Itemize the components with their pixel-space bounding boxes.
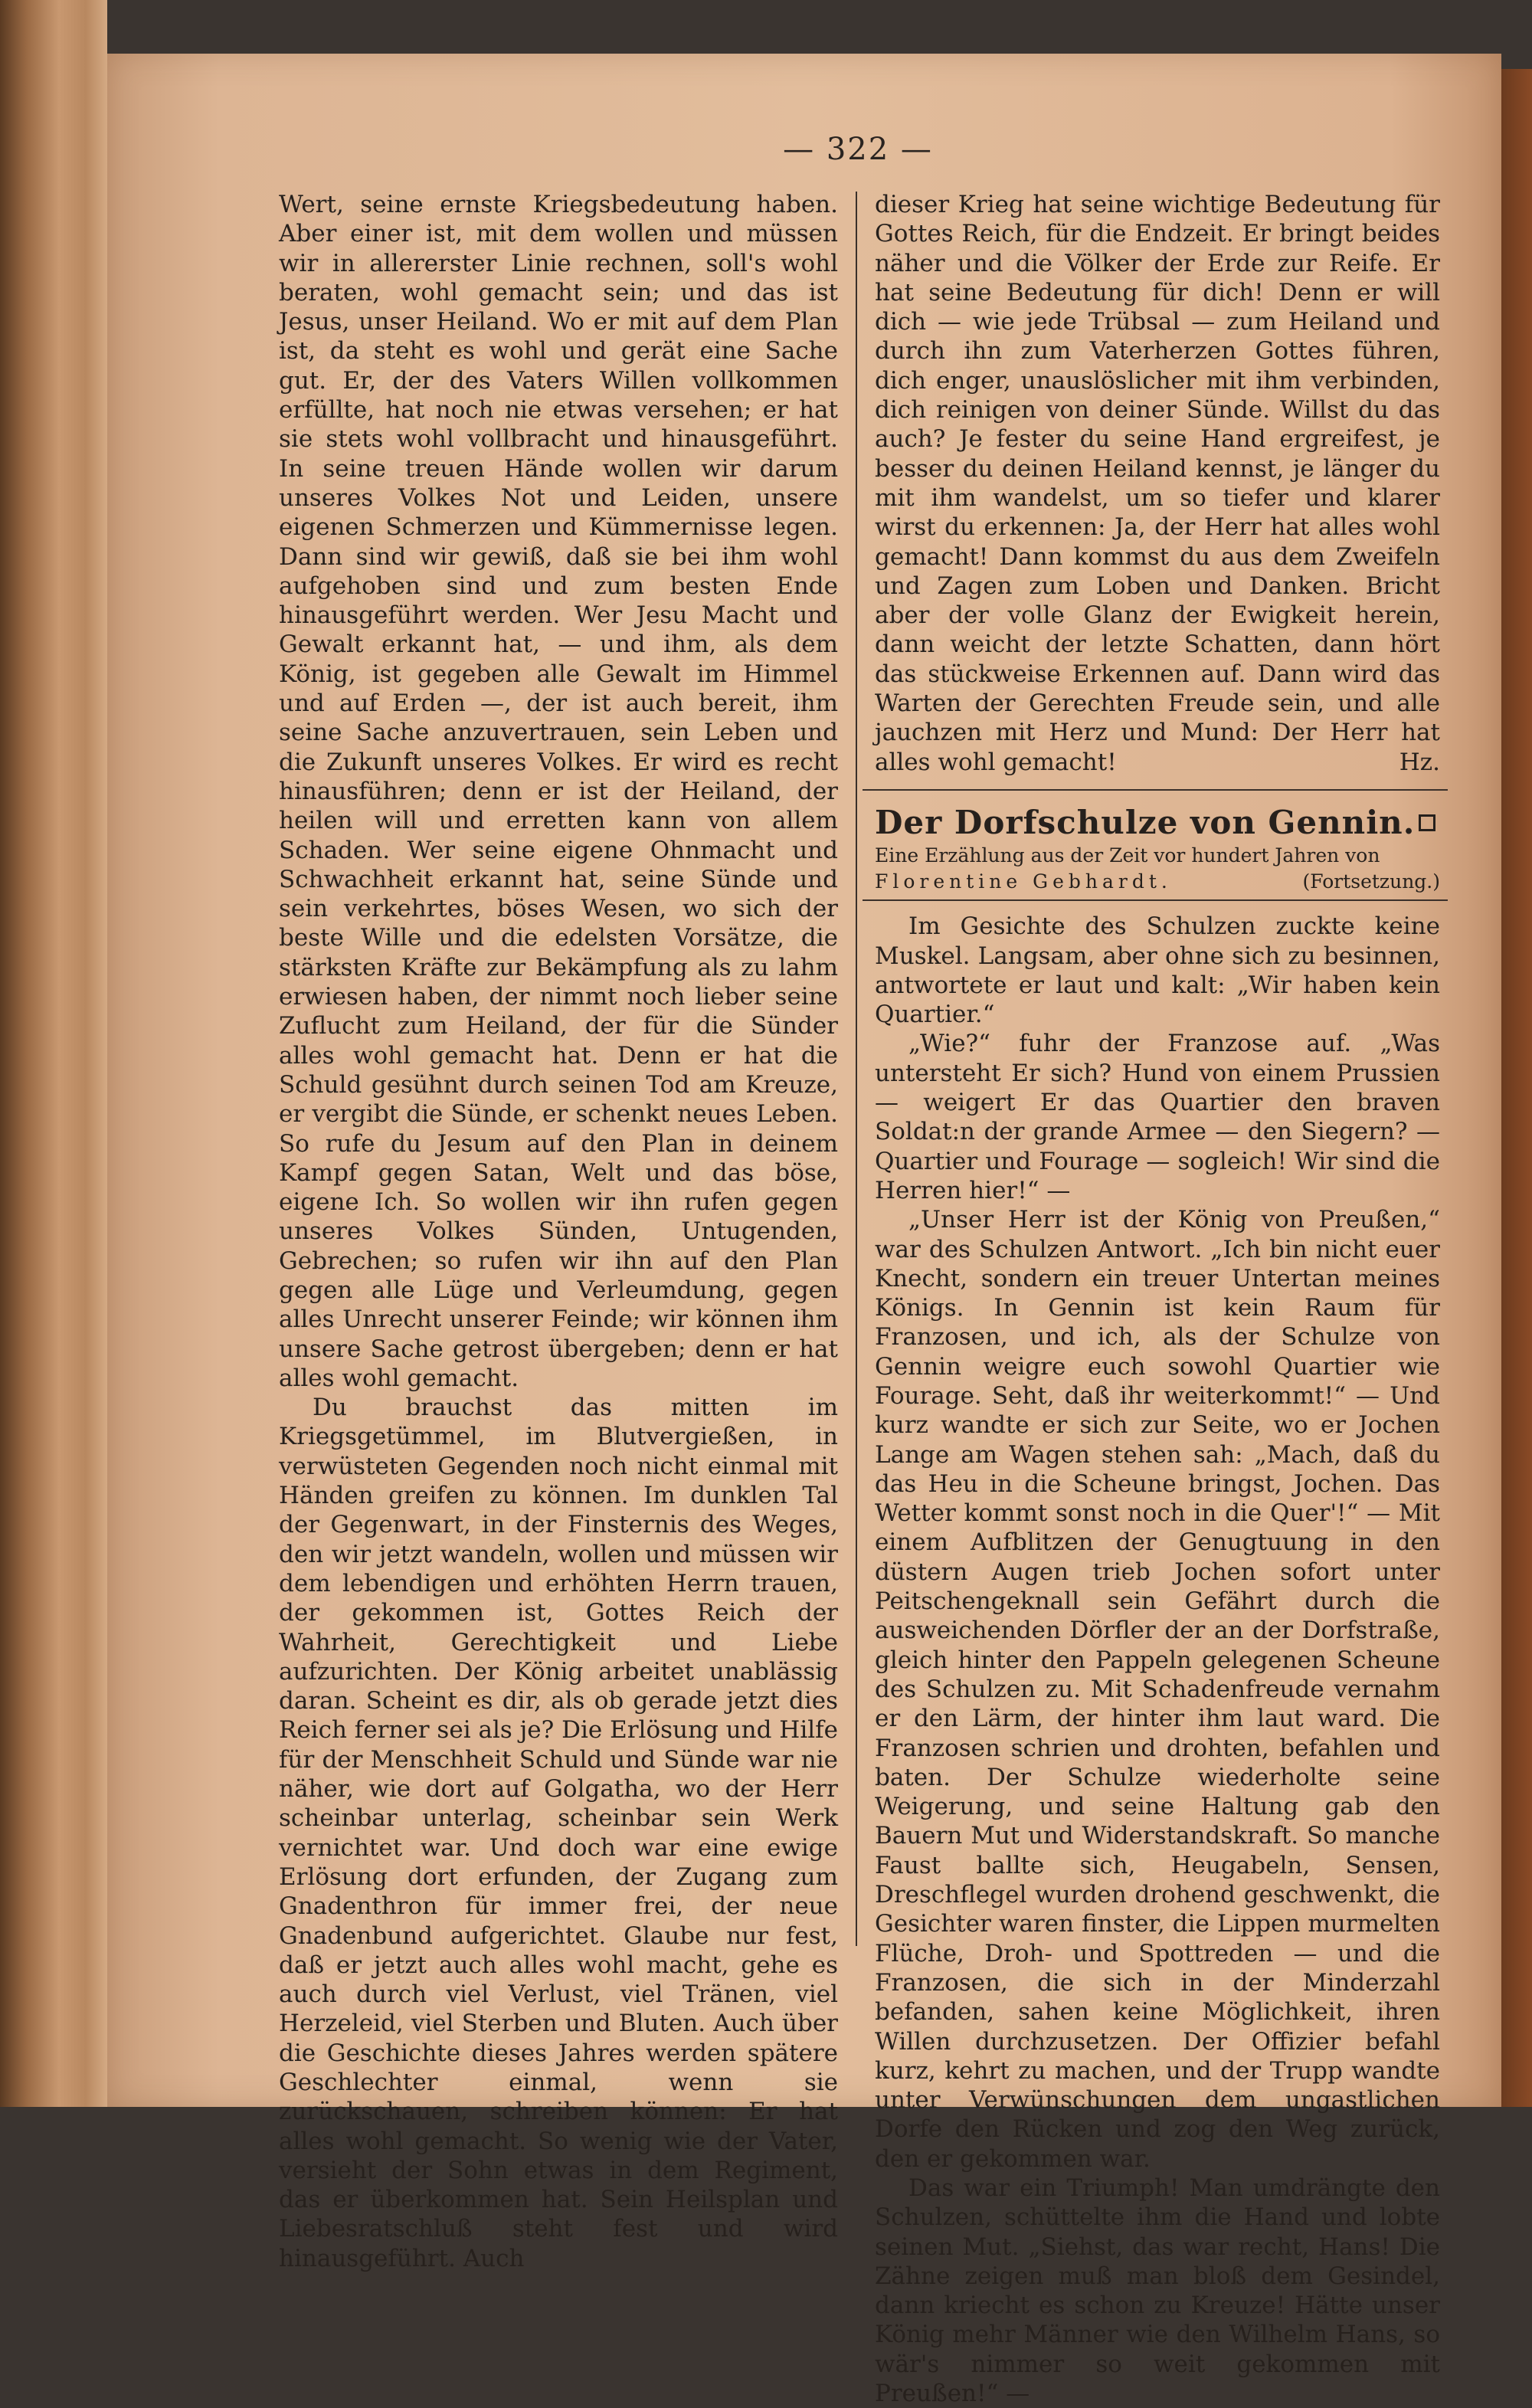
- story-author: Florentine Gebhardt.: [875, 870, 1172, 893]
- page-number: — 322 —: [783, 132, 933, 167]
- story-subtitle: Eine Erzählung aus der Zeit vor hundert Jahren von: [875, 844, 1380, 867]
- story-subtitle-row: [875, 843, 1440, 869]
- story-paragraph: Das war ein Triumph! Man umdrängte den Schulzen, schüttelte ihm die Hand und lobte seinen Mut. „Siehst, das war recht, Hans! Die Zähne zeigen muß man bloß dem Gesindel, dann kriecht es schon zu Kreuze! Hätte unser König mehr Männer wie den Wilhelm Hans, so wär's nimmer so weit gekommen mit Preußen!“ —: [875, 2174, 1440, 2408]
- signature: Hz.: [1399, 748, 1440, 776]
- subtitle-divider: [863, 899, 1448, 901]
- book-edge-right: [1501, 69, 1532, 2107]
- story-author-row: [875, 869, 1440, 895]
- left-paragraph: Du brauchst das mitten im Kriegsgetümmel, im Blutvergießen, in verwüsteten Gegenden noch nicht einmal mit Händen greifen zu können. Im dunklen Tal der Gegenwart, in der Finsternis des Weges, den wir jetzt wandeln, wollen und müssen wir dem lebendigen und erhöhten Herrn trauen, der gekommen ist, Gottes Reich der Wahrheit, Gerechtigkeit und Liebe aufzurichten. Der König arbeitet unablässig daran. Scheint es dir, als ob gerade jetzt dies Reich ferner sei als je? Die Erlösung und Hilfe für der Menschheit Schuld und Sünde war nie näher, wie dort auf Golgatha, wo der Herr scheinbar unterlag, scheinbar sein Werk vernichtet war. Und doch war eine ewige Erlösung dort erfunden, der Zugang zum Gnadenthron für immer frei, der neue Gnadenbund aufgerichtet. Glaube nur fest, daß er jetzt auch alles wohl macht, gehe es auch durch viel Verlust, viel Tränen, viel Herzeleid, viel Sterben und Bluten. Auch über die Geschichte dieses Jahres werden spätere Geschlechter einmal, wenn sie zurückschauen, schreiben können: Er hat alles wohl gemacht. So wenig wie der Vater, versieht der Sohn etwas in dem Regiment, das er überkommen hat. Sein Heilsplan und Liebesratschluß steht fest und wird hinausgeführt. Auch: [279, 1394, 838, 2272]
- square-ornament-icon: [1419, 814, 1435, 831]
- story-heading: [875, 803, 1440, 843]
- left-paragraph: Wert, seine ernste Kriegsbedeutung haben. Aber einer ist, mit dem wollen und müssen wir in allererster Linie rechnen, soll's wohl beraten, wohl gemacht sein; und das ist Jesus, unser Heiland. Wo er mit auf dem Plan ist, da steht es wohl und gerät eine Sache gut. Er, der des Vaters Willen vollkommen erfüllte, hat noch nie etwas versehen; er hat sie stets wohl vollbracht und hinausgeführt. In seine treuen Hände wollen wir darum unseres Volkes Not und Leiden, unsere eigenen Schmerzen und Kümmernisse legen. Dann sind wir gewiß, daß sie bei ihm wohl aufgehoben sind und zum besten Ende hinausgeführt werden. Wer Jesu Macht und Gewalt erkannt hat, — und ihm, als dem König, ist gegeben alle Gewalt im Himmel und auf Erden —, der ist auch bereit, ihm seine Sache anzuvertrauen, sein Leben und die Zukunft unseres Volkes. Er wird es recht hinausführen; denn er ist der Heiland, der heilen will und erretten kann von allem Schaden. Wer seine eigene Ohnmacht und Schwachheit erkannt hat, seine Sünde und sein verkehrtes, böses Wesen, wo sich der beste Wille und die edelsten Vorsätze, die stärksten Kräfte zur Bekämpfung als zu lahm erwiesen haben, der nimmt noch lieber seine Zuflucht zum Heiland, der für die Sünder alles wohl gemacht hat. Denn er hat die Schuld gesühnt durch seinen Tod am Kreuze, er vergibt die Sünde, er schenkt neues Leben. So rufe du Jesum auf den Plan in deinem Kampf gegen Satan, Welt und das böse, eigene Ich. So wollen wir ihn rufen gegen unseres Volkes Sünden, Untugenden, Gebrechen; so rufen wir ihn auf den Plan gegen alle Lüge und Verleumdung, gegen alles Unrecht unserer Feinde; wir können ihm unsere Sache getrost übergeben; denn er hat alles wohl gemacht.: [279, 191, 838, 1392]
- column-divider: [856, 192, 857, 1946]
- story-title: Der Dorfschulze von Gennin.: [875, 804, 1416, 842]
- story-paragraph: Im Gesichte des Schulzen zuckte keine Muskel. Langsam, aber ohne sich zu besinnen, antwortete er laut und kalt: „Wir haben kein Quartier.“: [875, 912, 1440, 1029]
- right-column: [875, 190, 1440, 2408]
- story-continued: (Fortsetzung.): [1302, 870, 1440, 893]
- story-paragraph: „Wie?“ fuhr der Franzose auf. „Was untersteht Er sich? Hund von einem Prussien — weigert Er das Quartier den braven Soldat:n der grande Armee — den Siegern? — Quartier und Fourage — sogleich! Wir sind die Herren hier!“ —: [875, 1030, 1440, 1204]
- continuation-paragraph: dieser Krieg hat seine wichtige Bedeutung für Gottes Reich, für die Endzeit. Er bringt beides näher und die Völker der Erde zur Reife. Er hat seine Bedeutung für dich! Denn er will dich — wie jede Trübsal — zum Heiland und durch ihn zum Vaterherzen Gottes führen, dich enger, unauslöslicher mit ihm verbinden, dich reinigen von deiner Sünde. Willst du das auch? Je fester du seine Hand ergreifest, je besser du deinen Heiland kennst, je länger du mit ihm wandelst, um so tiefer und klarer wirst du erkennen: Ja, der Herr hat alles wohl gemacht! Dann kommst du aus dem Zweifeln und Zagen zum Loben und Danken. Bricht aber der volle Glanz der Ewigkeit herein, dann weicht der letzte Schatten, dann hört das stückweise Erkennen auf. Dann wird das Warten der Gerechten Freude sein, und alle jauchzen mit Herz und Mund: Der Herr hat alles wohl gemacht!: [875, 191, 1440, 776]
- book-edge-left: [0, 0, 107, 2107]
- story-paragraph: „Unser Herr ist der König von Preußen,“ war des Schulzen Antwort. „Ich bin nicht euer Knecht, sondern ein treuer Untertan meines Königs. In Gennin ist kein Raum für Franzosen, und ich, als der Schulze von Gennin weigre euch sowohl Quartier wie Fourage. Seht, daß ihr weiterkommt!“ — Und kurz wandte er sich zur Seite, wo er Jochen Lange am Wagen stehen sah: „Mach, daß du das Heu in die Scheune bringst, Jochen. Das Wetter kommt sonst noch in die Quer'!“ — Mit einem Aufblitzen der Genugtuung in den düstern Augen trieb Jochen sofort unter Peitschengeknall sein Gefährt durch die ausweichenden Dörfler der an der Dorfstraße, gleich hinter den Pappeln gelegenen Scheune des Schulzen zu. Mit Schadenfreude vernahm er den Lärm, der hinter ihm laut ward. Die Franzosen schrien und drohten, befahlen und baten. Der Schulze wiederholte seine Weigerung, und seine Haltung gab den Bauern Mut und Widerstandskraft. So manche Faust ballte sich, Heugabeln, Sensen, Dreschflegel wurden drohend geschwenkt, die Gesichter waren finster, die Lippen murmelten Flüche, Droh- und Spottreden — und die Franzosen, die sich in der Minderzahl befanden, sahen keine Möglichkeit, ihren Willen durchzusetzen. Der Offizier befahl kurz, kehrt zu machen, und der Trupp wandte unter Verwünschungen dem ungastlichen Dorfe den Rücken und zog den Weg zurück, den er gekommen war.: [875, 1206, 1440, 2173]
- left-column: [279, 190, 838, 2273]
- section-divider: [863, 789, 1448, 791]
